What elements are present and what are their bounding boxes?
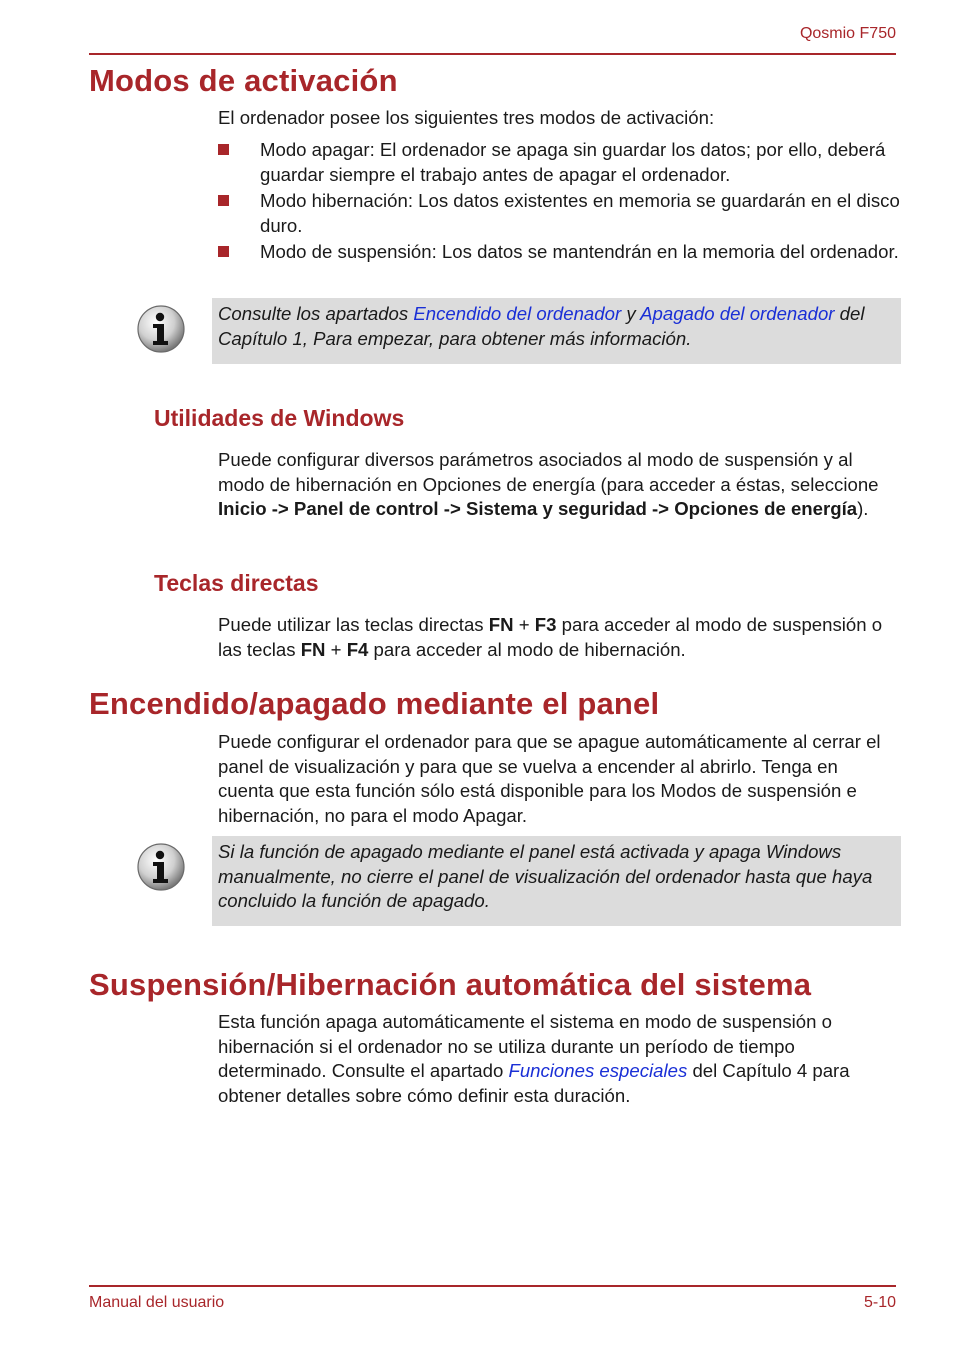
note-text: Si la función de apagado mediante el panel está activada y apaga Windows manualmente, no cierre el panel de visualización del ordenador hasta que haya concluido la función de apagado. <box>218 841 873 911</box>
modos-intro: El ordenador posee los siguientes tres modos de activación: <box>218 107 715 128</box>
panel-text: Puede configurar el ordenador para que se apague automáticamente al cerrar el panel de visualización y para que se vuelva a encender al abrirlo. Tenga en cuenta que esta función sólo está disponible para los Modos de suspensión e hibernación, no para el modo Apagar. <box>218 731 881 826</box>
utilidades-text: Puede configurar diversos parámetros asociados al modo de suspensión y al modo de hibernación en Opciones de energía (para acceder a éstas, seleccione Inicio -> Panel de control -> Sistema y seguridad -> Opciones de energía). <box>218 449 879 519</box>
footer-manual-title: Manual del usuario <box>89 1294 225 1311</box>
link-encendido-del-ordenador[interactable]: Encendido del ordenador <box>413 303 622 324</box>
square-bullet-icon <box>218 144 229 155</box>
list-item: Modo de suspensión: Los datos se mantendrán en la memoria del ordenador. <box>218 240 908 265</box>
note-box-panel <box>212 836 901 926</box>
page-number: 5-10 <box>863 1294 896 1311</box>
subsection-heading-utilidades: Utilidades de Windows <box>154 405 405 431</box>
section-heading-suspension: Suspensión/Hibernación automática del sistema <box>89 967 812 1002</box>
subsection-heading-teclas: Teclas directas <box>154 570 319 596</box>
list-item: Modo hibernación: Los datos existentes en memoria se guardarán en el disco duro. <box>218 189 908 238</box>
running-header: Qosmio F750 <box>799 25 896 42</box>
note-box-modos <box>212 298 901 364</box>
suspension-text: Esta función apaga automáticamente el sistema en modo de suspensión o hibernación si el ordenador no se utiliza durante un período de tiempo determinado. Consulte el apartado Funciones especiales del Capítulo 4 para obtener detalles sobre cómo definir esta duración. <box>218 1011 850 1106</box>
square-bullet-icon <box>218 195 229 206</box>
square-bullet-icon <box>218 246 229 257</box>
footer-rule <box>89 1285 896 1287</box>
note-text: Consulte los apartados <box>218 303 414 324</box>
note-text: del Capítulo 1, Para empezar, para obtener más información. <box>218 303 865 349</box>
info-icon <box>136 304 186 354</box>
list-item: Modo apagar: El ordenador se apaga sin guardar los datos; por ello, deberá guardar siempre el trabajo antes de apagar el ordenador. <box>218 138 908 187</box>
header-rule <box>89 53 896 55</box>
link-funciones-especiales[interactable]: Funciones especiales <box>508 1060 688 1081</box>
teclas-text: Puede utilizar las teclas directas FN + F3 para acceder al modo de suspensión o las teclas FN + F4 para acceder al modo de hibernación. <box>218 614 883 660</box>
section-heading-panel: Encendido/apagado mediante el panel <box>89 686 660 721</box>
modos-bullet-list <box>218 138 908 267</box>
section-heading-modos: Modos de activación <box>89 63 398 98</box>
link-apagado-del-ordenador[interactable]: Apagado del ordenador <box>640 303 835 324</box>
info-icon <box>136 842 186 892</box>
note-text: y <box>621 303 641 324</box>
